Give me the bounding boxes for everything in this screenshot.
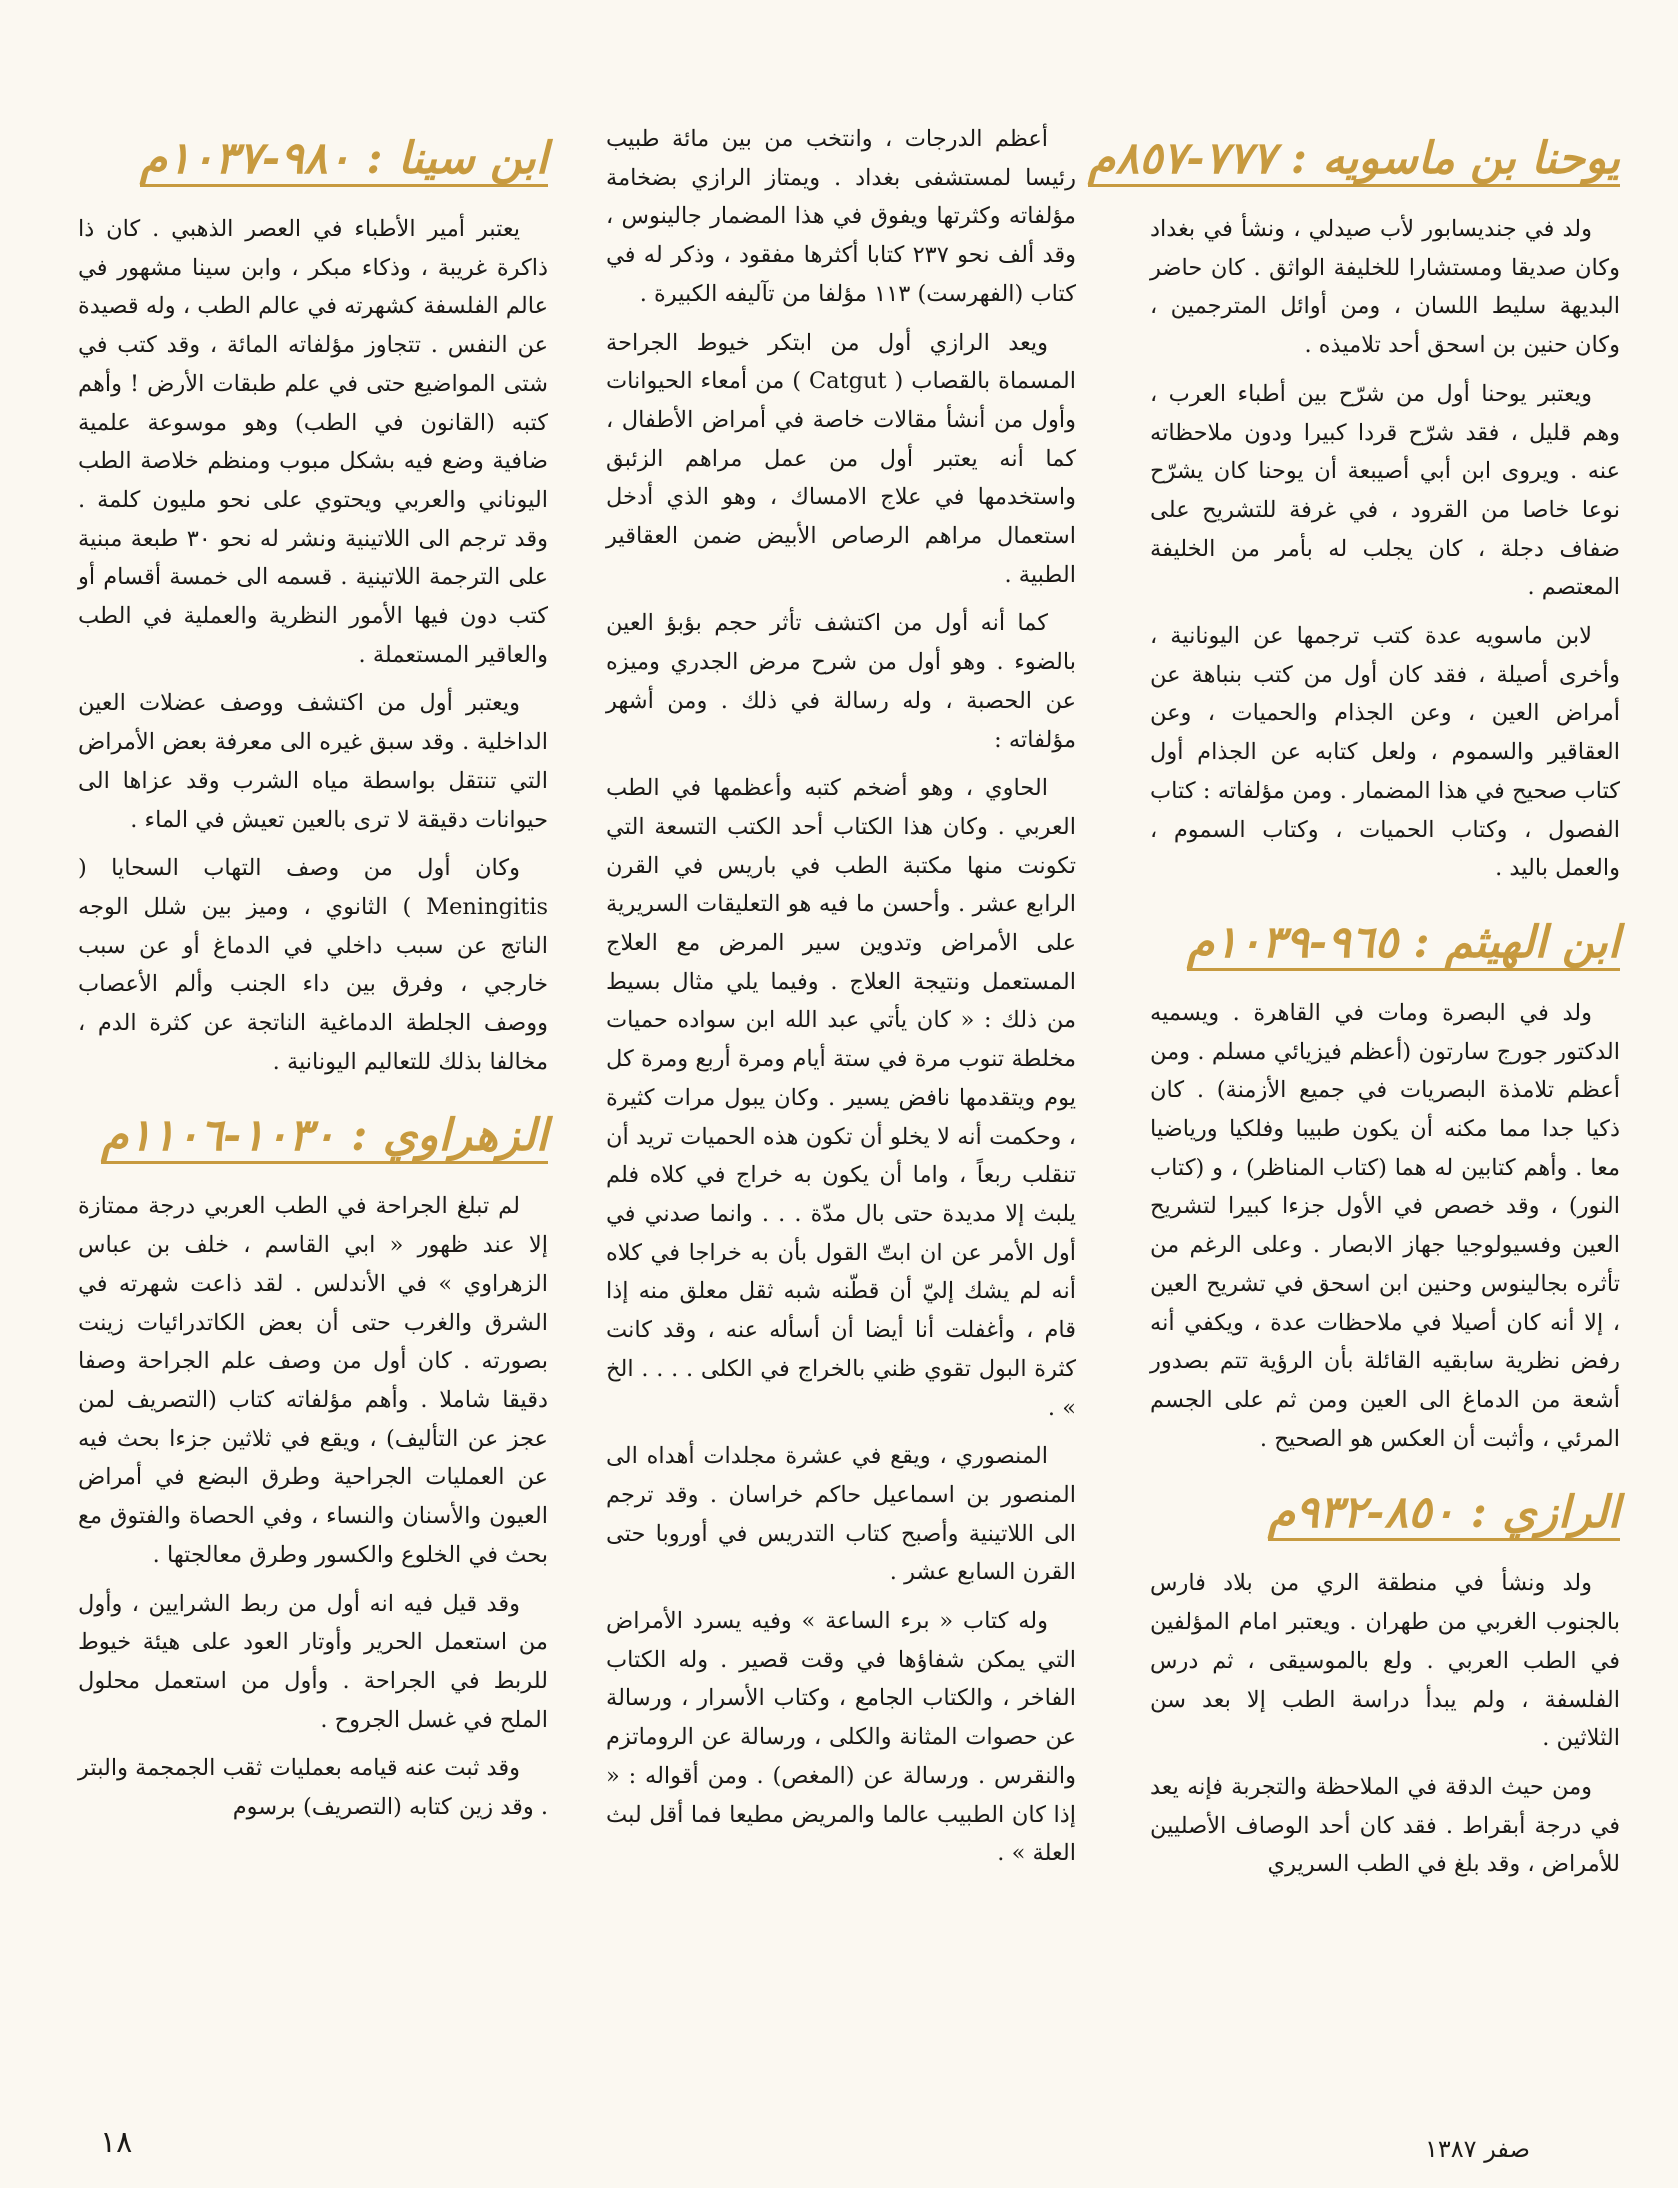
section-heading	[1150, 1484, 1620, 1546]
heading-text: الرازي : ٨٥٠-٩٣٢م	[1268, 1487, 1620, 1541]
issue-date: صفر ١٣٨٧	[1425, 2135, 1530, 2163]
right-column	[1088, 120, 1621, 1910]
section-heading	[1088, 130, 1620, 192]
section-heading	[1150, 914, 1620, 976]
heading-text: الزهراوي : ١٠٣٠-١١٠٦م	[101, 1110, 548, 1164]
paragraph: أعظم الدرجات ، وانتخب من بين مائة طبيب رئيسا لمستشفى بغداد . ويمتاز الرازي بضخامة مؤلفاته وكثرتها ويفوق في هذا المضمار جالينوس ، وقد ألف نحو ٢٣٧ كتابا أكثرها مفقود ، وذكر له في كتاب (الفهرست) ١١٣ مؤلفا من تآليفه الكبيرة .	[606, 126, 1076, 307]
paragraph: وكان أول من وصف التهاب السحايا ( Meningitis ) الثانوي ، وميز بين شلل الوجه الناتج عن سبب داخلي في الدماغ أو عن سبب خارجي ، وفرق بين داء الجنب وألم الأعصاب ووصف الجلطة الدماغية الناتجة عن كثرة الدم ، مخالفا بذلك للتعاليم اليونانية .	[78, 855, 548, 1075]
paragraph: وقد ثبت عنه قيامه بعمليات ثقب الجمجمة والبتر . وقد زين كتابه (التصريف) برسوم	[78, 1755, 548, 1821]
paragraph: وقد قيل فيه انه أول من ربط الشرايين ، وأول من استعمل الحرير وأوتار العود على هيئة خيوط للربط في الجراحة . وأول من استعمل محلول الملح في غسل الجروح .	[78, 1590, 548, 1733]
paragraph: الحاوي ، وهو أضخم كتبه وأعظمها في الطب العربي . وكان هذا الكتاب أحد الكتب التسعة التي تكونت منها مكتبة الطب في باريس في القرن الرابع عشر . وأحسن ما فيه هو التعليقات السريرية على الأمراض وتدوين سير المرض مع العلاج المستعمل ونتيجة العلاج . وفيما يلي مثال بسيط من ذلك : « كان يأتي عبد الله ابن سواده حميات مخلطة تنوب مرة في ستة أيام ومرة أربع ومرة كل يوم ويتقدمها نافض يسير . وكان يبول مرات كثيرة ، وحكمت أنه لا يخلو أن تكون هذه الحميات تريد أن تنقلب ربعاً ، واما أن يكون به خراج في كلاه فلم يلبث إلا مديدة حتى بال مدّة . . . وانما صدني في أول الأمر عن ان ابتّ القول بأن به خراجا في كلاه أنه لم يشك إليّ أن قطّنه شبه ثقل معلق منه إذا قام ، وأغفلت أنا أيضا أن أسأله عنه ، وقد كانت كثرة البول تقوي ظني بالخراج في الكلى . . . . الخ » .	[606, 775, 1076, 1421]
paragraph: لابن ماسويه عدة كتب ترجمها عن اليونانية ، وأخرى أصيلة ، فقد كان أول من كتب بنباهة عن أمراض العين ، وعن الجذام والحميات ، وعن العقاقير والسموم ، ولعل كتابه عن الجذام أول كتاب صحيح في هذا المضمار . ومن مؤلفاته : كتاب الفصول ، وكتاب الحميات ، وكتاب السموم ، والعمل باليد .	[1150, 623, 1620, 882]
paragraph: المنصوري ، ويقع في عشرة مجلدات أهداه الى المنصور بن اسماعيل حاكم خراسان . وقد ترجم الى اللاتينية وأصبح كتاب التدريس في أوروبا حتى القرن السابع عشر .	[606, 1443, 1076, 1586]
section-alzahrawi	[78, 1107, 548, 1826]
paragraph: ولد في البصرة ومات في القاهرة . ويسميه الدكتور جورج سارتون (أعظم فيزيائي مسلم . ومن أعظم تلامذة البصريات في جميع الأزمنة) . كان ذكيا جدا مما مكنه أن يكون طبيبا وفلكيا ورياضيا معا . وأهم كتابين له هما (كتاب المناظر) ، و (كتاب النور) ، وقد خصص في الأول جزءا كبيرا لتشريح العين وفسيولوجيا جهاز الابصار . وعلى الرغم من تأثره بجالينوس وحنين ابن اسحق في تشريح العين ، إلا أنه كان أصيلا في ملاحظات عدة ، ويكفي أنه رفض نظرية سابقيه القائلة بأن الرؤية تتم بصدور أشعة من الدماغ الى العين ومن ثم على الجسم المرئي ، وأثبت أن العكس هو الصحيح .	[1150, 999, 1620, 1452]
section-yuhanna	[1088, 130, 1621, 888]
paragraph: وله كتاب « برء الساعة » وفيه يسرد الأمراض التي يمكن شفاؤها في وقت قصير . وله الكتاب الفاخر ، والكتاب الجامع ، وكتاب الأسرار ، ورسالة عن حصوات المثانة والكلى ، ورسالة عن الروماتزم والنقرس . ورسالة عن (المغص) . ومن أقواله : « إذا كان الطبيب عالما والمريض مطيعا فما أقل لبث العلة » .	[606, 1608, 1076, 1867]
section-alrazi-continued	[606, 120, 1076, 1873]
paragraph: ويعتبر أول من اكتشف ووصف عضلات العين الداخلية . وقد سبق غيره الى معرفة بعض الأمراض التي تنتقل بواسطة مياه الشرب وقد عزاها الى حيوانات دقيقة لا ترى بالعين تعيش في الماء .	[78, 690, 548, 833]
paragraph: ولد في جنديسابور لأب صيدلي ، ونشأ في بغداد وكان صديقا ومستشارا للخليفة الواثق . كان حاضر البديهة سليط اللسان ، ومن أوائل المترجمين ، وكان حنين بن اسحق أحد تلاميذه .	[1150, 216, 1620, 359]
paragraph: ويعد الرازي أول من ابتكر خيوط الجراحة المسماة بالقصاب ( Catgut ) من أمعاء الحيوانات وأول من أنشأ مقالات خاصة في أمراض الأطفال ، كما أنه يعتبر أول من عمل مراهم الزئبق واستخدمها في علاج الامساك ، وهو الذي أدخل استعمال مراهم الرصاص الأبيض ضمن العقاقير الطبية .	[606, 329, 1076, 588]
page-number: ١٨	[100, 2125, 133, 2160]
paragraph: ولد ونشأ في منطقة الري من بلاد فارس بالجنوب الغربي من طهران . ويعتبر امام المؤلفين في الطب العربي . ولع بالموسيقى ، ثم درس الفلسفة ، ولم يبدأ دراسة الطب إلا بعد سن الثلاثين .	[1150, 1570, 1620, 1752]
middle-column	[606, 120, 1076, 1899]
paragraph: ومن حيث الدقة في الملاحظة والتجربة فإنه يعد في درجة أبقراط . فقد كان أحد الوصاف الأصليين للأمراض ، وقد بلغ في الطب السريري	[1150, 1773, 1620, 1878]
heading-text: ابن سينا : ٩٨٠-١٠٣٧م	[140, 133, 548, 187]
section-ibn-alhaytham	[1150, 914, 1620, 1458]
paragraph: ويعتبر يوحنا أول من شرّح بين أطباء العرب ، وهم قليل ، فقد شرّح قردا كبيرا ودون ملاحظاته عنه . ويروى ابن أبي أصيبعة أن يوحنا كان يشرّح نوعا خاصا من القرود ، في غرفة للتشريح على ضفاف دجلة ، كان يجلب له بأمر من الخليفة المعتصم .	[1150, 380, 1621, 601]
heading-text: ابن الهيثم : ٩٦٥-١٠٣٩م	[1187, 917, 1620, 971]
section-ibn-sina	[78, 130, 548, 1081]
paragraph: لم تبلغ الجراحة في الطب العربي درجة ممتازة إلا عند ظهور « ابي القاسم ، خلف بن عباس الزهراوي » في الأندلس . لقد ذاعت شهرته في الشرق والغرب حتى أن بعض الكاتدرائيات زينت بصورته . كان أول من وصف علم الجراحة وصفا دقيقا شاملا . وأهم مؤلفاته كتاب (التصريف لمن عجز عن التأليف) ، ويقع في ثلاثين جزءا بحث فيه عن العمليات الجراحية وطرق البضع في أمراض العيون والأسنان والنساء ، وفي الحصاة والفتوق مع بحث في الخلوع والكسور وطرق معالجتها .	[78, 1193, 548, 1568]
left-column	[78, 120, 548, 1853]
paragraph: يعتبر أمير الأطباء في العصر الذهبي . كان ذا ذاكرة غريبة ، وذكاء مبكر ، وابن سينا مشهور في عالم الفلسفة كشهرته في عالم الطب ، وله قصيدة عن النفس . تتجاوز مؤلفاته المائة ، وقد كتب في شتى المواضيع حتى في علم طبقات الأرض ! وأهم كتبه (القانون في الطب) وهو موسوعة علمية ضافية وضع فيه بشكل مبوب ومنظم خلاصة الطب اليوناني والعربي ويحتوي على نحو مليون كلمة . وقد ترجم الى اللاتينية ونشر له نحو ٣٠ طبعة مبنية على الترجمة اللاتينية . قسمه الى خمسة أقسام أو كتب دون فيها الأمور النظرية والعملية في الطب والعاقير المستعملة .	[78, 216, 548, 668]
section-alrazi	[1150, 1484, 1620, 1884]
paragraph: كما أنه أول من اكتشف تأثر حجم بؤبؤ العين بالضوء . وهو أول من شرح مرض الجدري وميزه عن الحصبة ، وله رسالة في ذلك . ومن أشهر مؤلفاته :	[606, 610, 1076, 753]
section-heading	[78, 130, 548, 192]
section-heading	[78, 1107, 548, 1169]
heading-text: يوحنا بن ماسويه : ٧٧٧-٨٥٧م	[1088, 133, 1620, 187]
